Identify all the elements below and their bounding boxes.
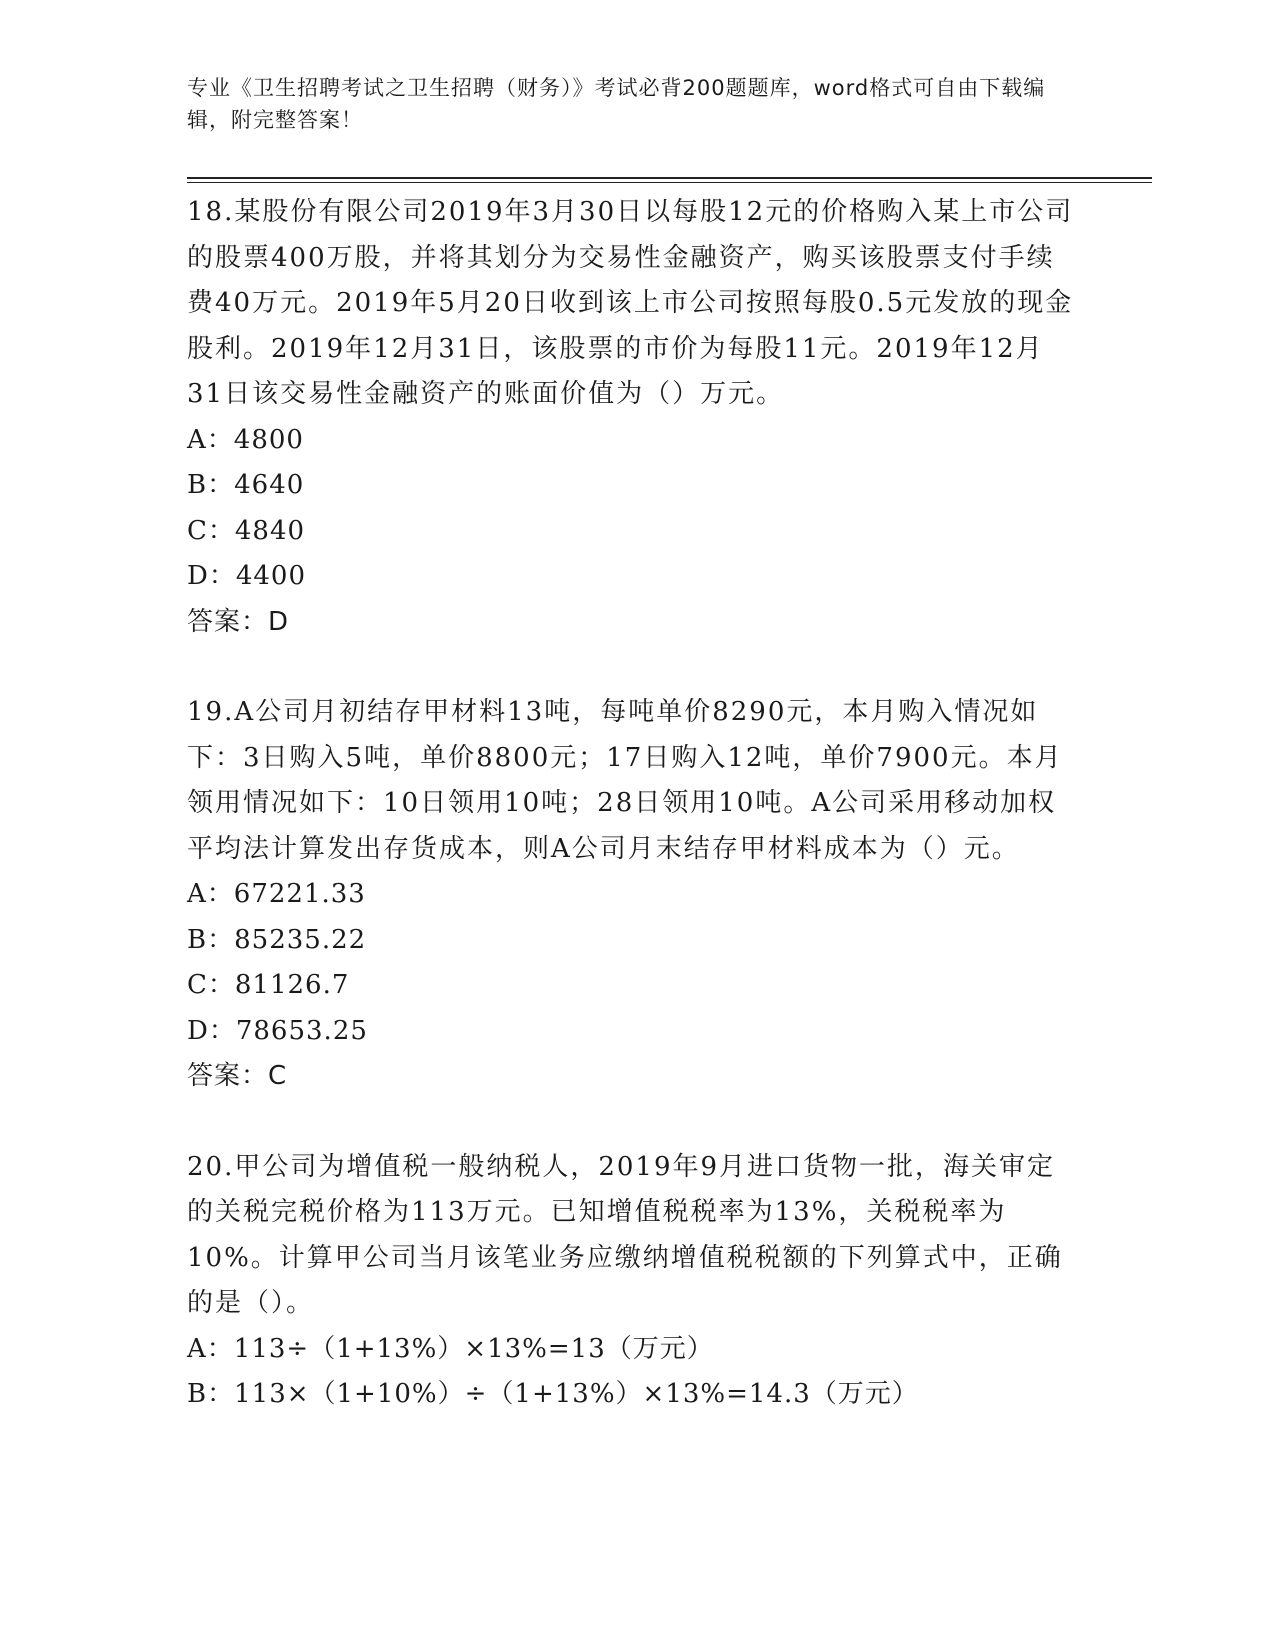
option-d: D：78653.25 — [187, 1015, 368, 1046]
spacer — [187, 1100, 1077, 1145]
document-header: 专业《卫生招聘考试之卫生招聘（财务）》考试必背200题题库，word格式可自由下载编辑，附完整答案！ — [187, 76, 1046, 132]
question-text: 19.A公司月初结存甲材料13吨，每吨单价8290元，本月购入情况如下：3日购入5吨，单价8800元；17日购入12吨，单价7900元。本月领用情况如下：10日领用10吨；28日领用10吨。A公司采用移动加权平均法计算发出存货成本，则A公司月末结存甲材料成本为（）元。 — [187, 697, 1063, 864]
header-rule-thin — [187, 182, 1152, 183]
option-a: A：113÷（1+13%）×13%=13（万元） — [187, 1333, 714, 1364]
question-19 — [187, 690, 1077, 1100]
answer: 答案：C — [187, 1061, 288, 1091]
option-b: B：113×（1+10%）÷（1+13%）×13%=14.3（万元） — [187, 1379, 919, 1409]
question-list — [187, 190, 1077, 1418]
question-text: 18.某股份有限公司2019年3月30日以每股12元的价格购入某上市公司的股票400万股，并将其划分为交易性金融资产，购买该股票支付手续费40万元。2019年5月20日收到该上市公司按照每股0.5元发放的现金股利。2019年12月31日，该股票的市价为每股11元。2019年12月31日该交易性金融资产的账面价值为（）万元。 — [187, 197, 1074, 409]
option-c: C：81126.7 — [187, 970, 350, 1000]
answer: 答案：D — [187, 606, 290, 637]
option-c: C：4840 — [187, 515, 306, 546]
spacer — [187, 645, 1077, 690]
question-18 — [187, 190, 1077, 645]
header-rule-thick — [187, 177, 1152, 179]
option-d: D：4400 — [187, 561, 307, 591]
option-a: A：4800 — [187, 424, 304, 455]
question-text: 20.甲公司为增值税一般纳税人，2019年9月进口货物一批，海关审定的关税完税价格为113万元。已知增值税税率为13%，关税税率为10%。计算甲公司当月该笔业务应缴纳增值税税额的下列算式中，正确的是（）。 — [187, 1151, 1063, 1318]
option-b: B：4640 — [187, 470, 305, 500]
option-b: B：85235.22 — [187, 924, 367, 955]
option-a: A：67221.33 — [187, 879, 366, 909]
question-20 — [187, 1145, 1077, 1418]
